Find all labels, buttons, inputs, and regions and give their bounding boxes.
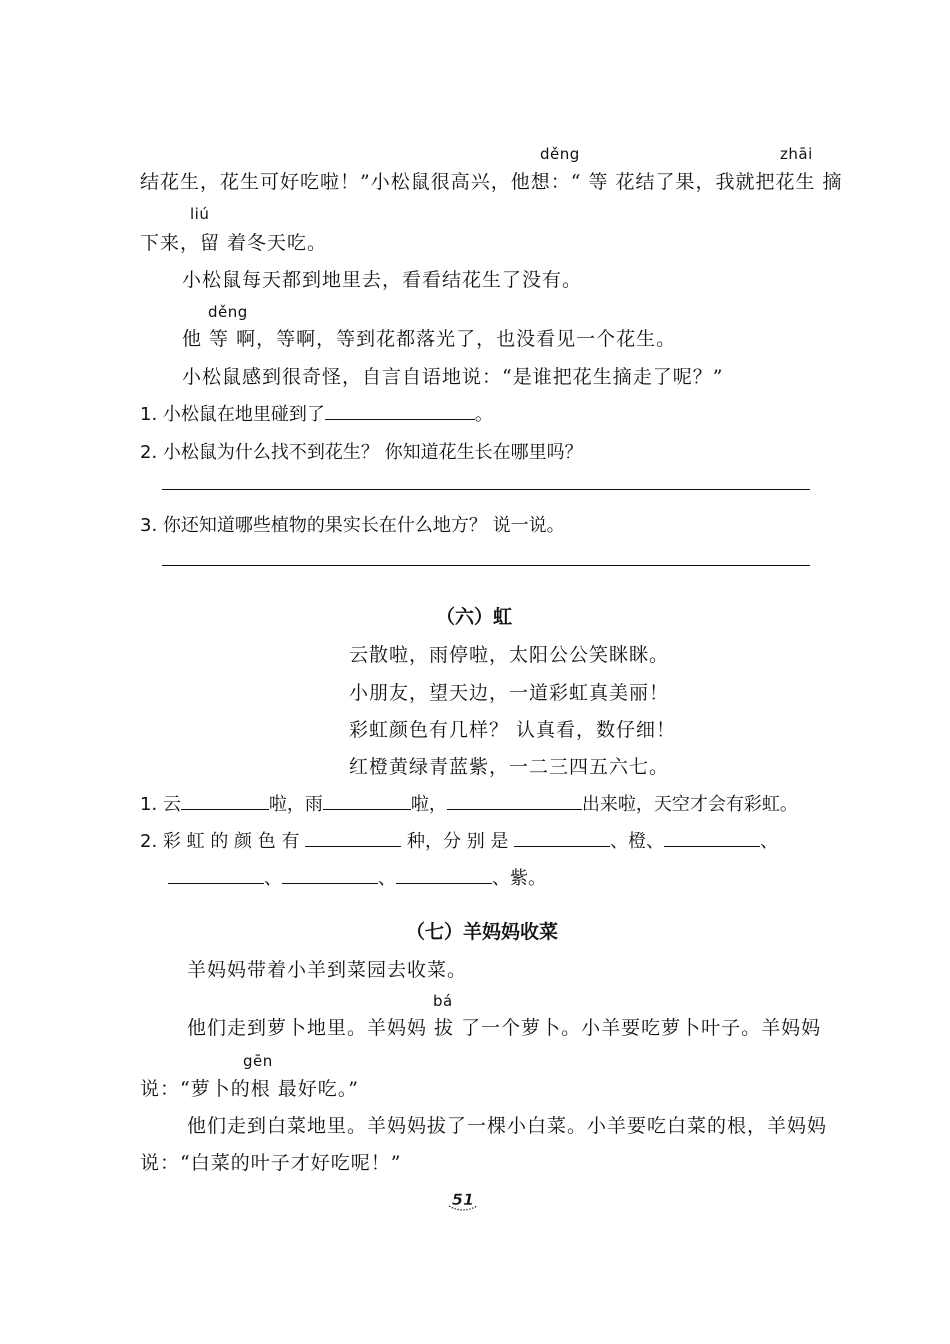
q2-part-a: 2. 彩 虹 的 颜 色 有 — [140, 831, 300, 852]
answer-blank[interactable] — [447, 791, 582, 810]
sheep-line-1: 羊妈妈带着小羊到菜园去收菜。 — [187, 959, 468, 981]
section-title-sheep: （七）羊妈妈收菜 — [406, 921, 559, 943]
question-1-end: 。 — [474, 404, 493, 425]
pinyin-liu: liú — [190, 205, 210, 223]
poem-line-1: 云散啦，雨停啦，太阳公公笑眯眯。 — [349, 644, 670, 666]
story-line-5: 小松鼠感到很奇怪，自言自语地说：“是谁把花生摘走了呢？” — [182, 366, 724, 388]
q2-part-g: 、紫。 — [492, 868, 546, 889]
q1-part-a: 1. 云 — [140, 794, 181, 815]
pinyin-zhai: zhāi — [780, 145, 813, 163]
q2-part-c: 、橙、 — [610, 831, 665, 852]
answer-blank[interactable] — [181, 791, 269, 810]
story-line-1: 结花生，花生可好吃啦！”小松鼠很高兴，他想：“ 等 花结了果，我就把花生 摘 — [140, 171, 843, 193]
answer-blank[interactable] — [664, 828, 760, 847]
pinyin-deng: děng — [540, 145, 580, 163]
question-1 — [140, 400, 493, 426]
answer-blank[interactable] — [282, 865, 378, 884]
answer-blank[interactable] — [323, 791, 411, 810]
q2-part-e: 、 — [264, 868, 282, 889]
answer-line[interactable] — [162, 489, 810, 490]
rainbow-question-2-cont — [168, 864, 546, 890]
answer-line[interactable] — [162, 565, 810, 566]
story-line-2: 下来，留 着冬天吃。 — [140, 232, 328, 254]
q2-part-b: 种，分 别 是 — [406, 831, 509, 852]
pinyin-gen: gēn — [243, 1052, 273, 1070]
q1-part-c: 啦， — [410, 794, 447, 815]
question-1-text: 1. 小松鼠在地里碰到了 — [140, 404, 325, 425]
pinyin-deng-2: děng — [208, 303, 248, 321]
question-3: 3. 你还知道哪些植物的果实长在什么地方？ 说一说。 — [140, 515, 565, 536]
sheep-line-3: 说：“萝卜的根 最好吃。” — [140, 1078, 359, 1100]
page-number: 51 — [451, 1190, 475, 1209]
section-title-rainbow: （六）虹 — [436, 606, 513, 628]
q1-part-d: 出来啦，天空才会有彩虹。 — [581, 794, 798, 815]
sheep-line-5: 说：“白菜的叶子才好吃呢！” — [140, 1152, 402, 1174]
q1-part-b: 啦，雨 — [268, 794, 323, 815]
q2-part-f: 、 — [378, 868, 396, 889]
sheep-line-2: 他们走到萝卜地里。羊妈妈 拔 了一个萝卜。小羊要吃萝卜叶子。羊妈妈 — [187, 1017, 822, 1039]
page-number-badge — [446, 1188, 480, 1212]
story-line-4: 他 等 啊，等啊，等到花都落光了，也没看见一个花生。 — [182, 328, 677, 350]
answer-blank[interactable] — [168, 865, 264, 884]
answer-blank[interactable] — [325, 401, 475, 420]
pinyin-ba: bá — [433, 992, 453, 1010]
answer-blank[interactable] — [514, 828, 610, 847]
question-2: 2. 小松鼠为什么找不到花生？ 你知道花生长在哪里吗？ — [140, 442, 583, 463]
sheep-line-4: 他们走到白菜地里。羊妈妈拔了一棵小白菜。小羊要吃白菜的根，羊妈妈 — [187, 1115, 828, 1137]
answer-blank[interactable] — [396, 865, 492, 884]
answer-blank[interactable] — [305, 828, 401, 847]
poem-line-3: 彩虹颜色有几样？ 认真看，数仔细！ — [349, 719, 677, 741]
poem-line-2: 小朋友，望天边，一道彩虹真美丽！ — [349, 682, 670, 704]
rainbow-question-1 — [140, 790, 798, 816]
rainbow-question-2 — [140, 827, 778, 853]
story-line-3: 小松鼠每天都到地里去，看看结花生了没有。 — [182, 269, 583, 291]
q2-part-d: 、 — [760, 831, 779, 852]
poem-line-4: 红橙黄绿青蓝紫，一二三四五六七。 — [349, 756, 670, 778]
